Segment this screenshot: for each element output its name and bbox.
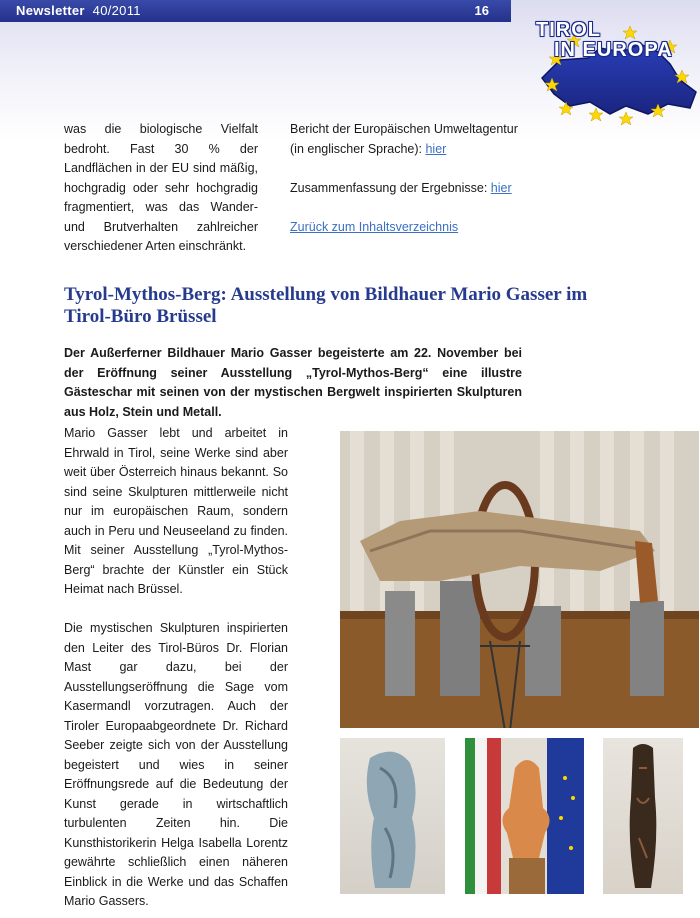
- header-bar: [0, 0, 511, 22]
- article-body: [64, 424, 288, 918]
- sculpture-photo-1: [340, 738, 445, 894]
- issue-number: 40/2011: [92, 3, 141, 18]
- page-number: 16: [474, 3, 489, 18]
- report-line: Bericht der Europäischen Umweltagentur: [290, 122, 518, 136]
- intro-right-column: [290, 120, 530, 257]
- intro-paragraph: was die biologische Vielfalt bedroht. Fast 30 % der Landflächen in der EU sind mäßig, hochgradig oder sehr hochgradig fragmentiert, was das Wander- und Brutverhalten zahlreicher verschiedener Arten einschränkt.: [64, 122, 258, 253]
- article-paragraph-1: Mario Gasser lebt und arbeitet in Ehrwald in Tirol, seine Werke sind aber weit über Österreich hinaus bekannt. So sind seine Skulpturen mittlerweile nicht nur im europäischen Raum, sondern auch in Peru und Neuseeland zu finden. Mit seiner Ausstellung „Tyrol-Mythos-Berg“ brachte der Künstler ein Stück Heimat nach Brüssel.: [64, 426, 288, 596]
- article-lead: Der Außerferner Bildhauer Mario Gasser begeisterte am 22. November bei der Eröffnung seiner Ausstellung „Tyrol-Mythos-Berg“ eine illustre Gästeschar mit seinen von der mystischen Bergwelt inspirierten Skulpturen aus Holz, Stein und Metall.: [64, 346, 522, 419]
- summary-line: Zusammenfassung der Ergebnisse: hier: [290, 180, 512, 195]
- summary-link[interactable]: hier: [490, 180, 512, 195]
- tirol-in-europa-logo: [530, 18, 700, 130]
- sculpture-photo-2: [465, 738, 584, 894]
- back-to-contents-link[interactable]: Zurück zum Inhaltsverzeichnis: [290, 219, 459, 234]
- logo-text: TIROL IN EUROPA: [536, 19, 673, 61]
- report-line-2: (in englischer Sprache): hier: [290, 141, 447, 156]
- intro-left-column: [64, 120, 258, 257]
- sculpture-photo-3: [603, 738, 683, 894]
- newsletter-label: Newsletter 40/2011: [16, 3, 141, 18]
- article-paragraph-2: Die mystischen Skulpturen inspirierten den Leiter des Tirol-Büros Dr. Florian Mast gar dazu, bei der Ausstellungseröffnung die Sage vom Kasermandl vorzutragen. Auch der Tiroler Europaabgeordnete Dr. Richard Seeber zeigte sich von der Ausstellung begeistert und wies in seiner Eröffnungsrede auf die Bedeutung der Kunst gerade in wirtschaftlich turbulenten Zeiten hin. Die Kunsthistorikerin Helga Isabella Lorentz gewährte schließlich einen näheren Einblick in die Werke und das Schaffen Mario Gassers.: [64, 621, 288, 908]
- report-link[interactable]: hier: [425, 141, 447, 156]
- article-title: Tyrol-Mythos-Berg: Ausstellung von Bildhauer Mario Gasser im Tirol-Büro Brüssel: [64, 284, 588, 327]
- exhibition-photo: [340, 431, 699, 728]
